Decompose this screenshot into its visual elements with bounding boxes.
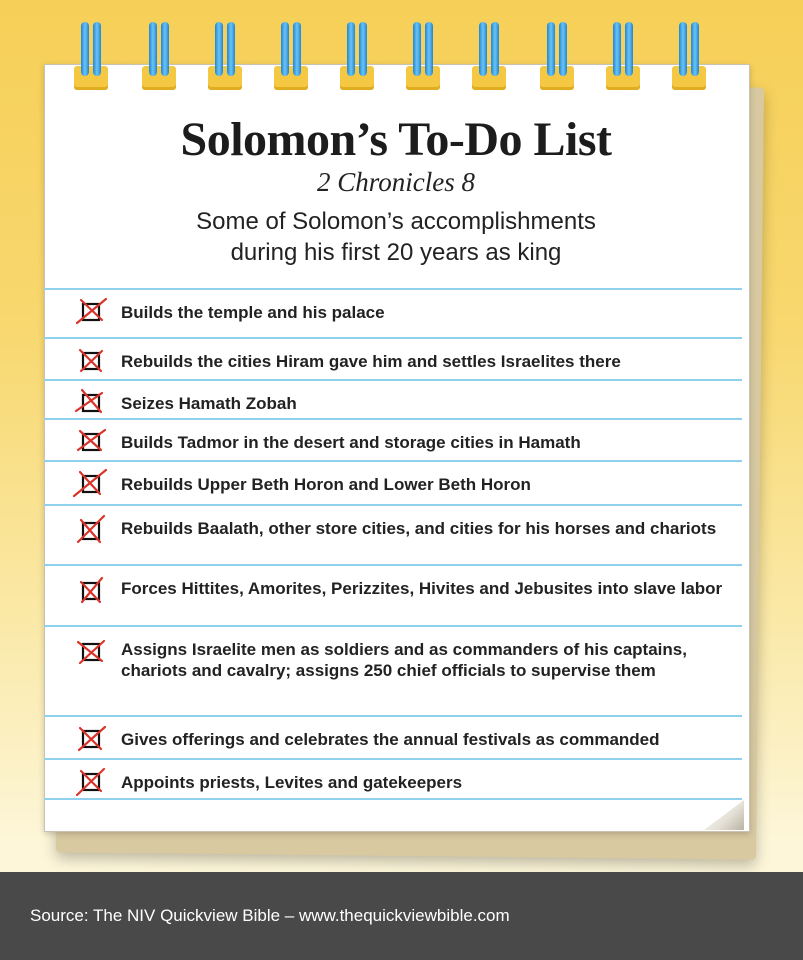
page-description (44, 206, 748, 268)
spiral-ring-1 (72, 22, 110, 92)
checked-box-icon (80, 350, 102, 372)
spiral-ring-7 (470, 22, 508, 92)
checked-box-icon (80, 771, 102, 793)
checked-box-icon (80, 431, 102, 453)
todo-item (44, 460, 742, 504)
todo-item-text: Rebuilds the cities Hiram gave him and settles Israelites there (121, 352, 621, 371)
spiral-ring-8 (538, 22, 576, 92)
todo-item-text: Seizes Hamath Zobah (121, 394, 297, 413)
todo-item (44, 418, 742, 460)
spiral-ring-2 (140, 22, 178, 92)
spiral-ring-10 (670, 22, 708, 92)
spiral-ring-6 (404, 22, 442, 92)
checked-box-icon (80, 728, 102, 750)
todo-item-text: Gives offerings and celebrates the annual festivals as commanded (121, 730, 660, 749)
todo-item-text: Rebuilds Baalath, other store cities, and cities for his horses and chariots (121, 519, 717, 538)
todo-item-text: Builds the temple and his palace (121, 303, 385, 322)
checked-box-icon (80, 301, 102, 323)
todo-item (44, 625, 742, 715)
todo-item (44, 288, 742, 337)
todo-item (44, 715, 742, 758)
spiral-ring-9 (604, 22, 642, 92)
todo-item (44, 758, 742, 798)
footer-bar (0, 872, 803, 960)
todo-item-text: Assigns Israelite men as soldiers and as commanders of his captains, chariots and cavalry; assigns 250 chief officials to supervise them (121, 640, 687, 680)
todo-item-text: Forces Hittites, Amorites, Perizzites, Hivites and Jebusites into slave labor (121, 579, 723, 598)
checked-box-icon (80, 520, 102, 542)
source-credit: Source: The NIV Quickview Bible – www.thequickviewbible.com (30, 906, 510, 925)
checked-box-icon (80, 392, 102, 414)
todo-item-text: Rebuilds Upper Beth Horon and Lower Beth Horon (121, 475, 531, 494)
spiral-ring-3 (206, 22, 244, 92)
description-line-1: Some of Solomon’s accomplishments (196, 208, 596, 235)
list-divider (44, 798, 742, 800)
spiral-ring-5 (338, 22, 376, 92)
checked-box-icon (80, 473, 102, 495)
spiral-ring-4 (272, 22, 310, 92)
page-subtitle: 2 Chronicles 8 (317, 167, 475, 197)
todo-item (44, 504, 742, 564)
checked-box-icon (80, 580, 102, 602)
todo-item-text: Appoints priests, Levites and gatekeepers (121, 773, 463, 792)
description-line-2: during his first 20 years as king (230, 239, 562, 266)
todo-item-text: Builds Tadmor in the desert and storage cities in Hamath (121, 433, 581, 452)
checked-box-icon (80, 641, 102, 663)
todo-item (44, 379, 742, 418)
todo-item (44, 337, 742, 379)
page-title: Solomon’s To-Do List (180, 113, 612, 166)
todo-item (44, 564, 742, 625)
